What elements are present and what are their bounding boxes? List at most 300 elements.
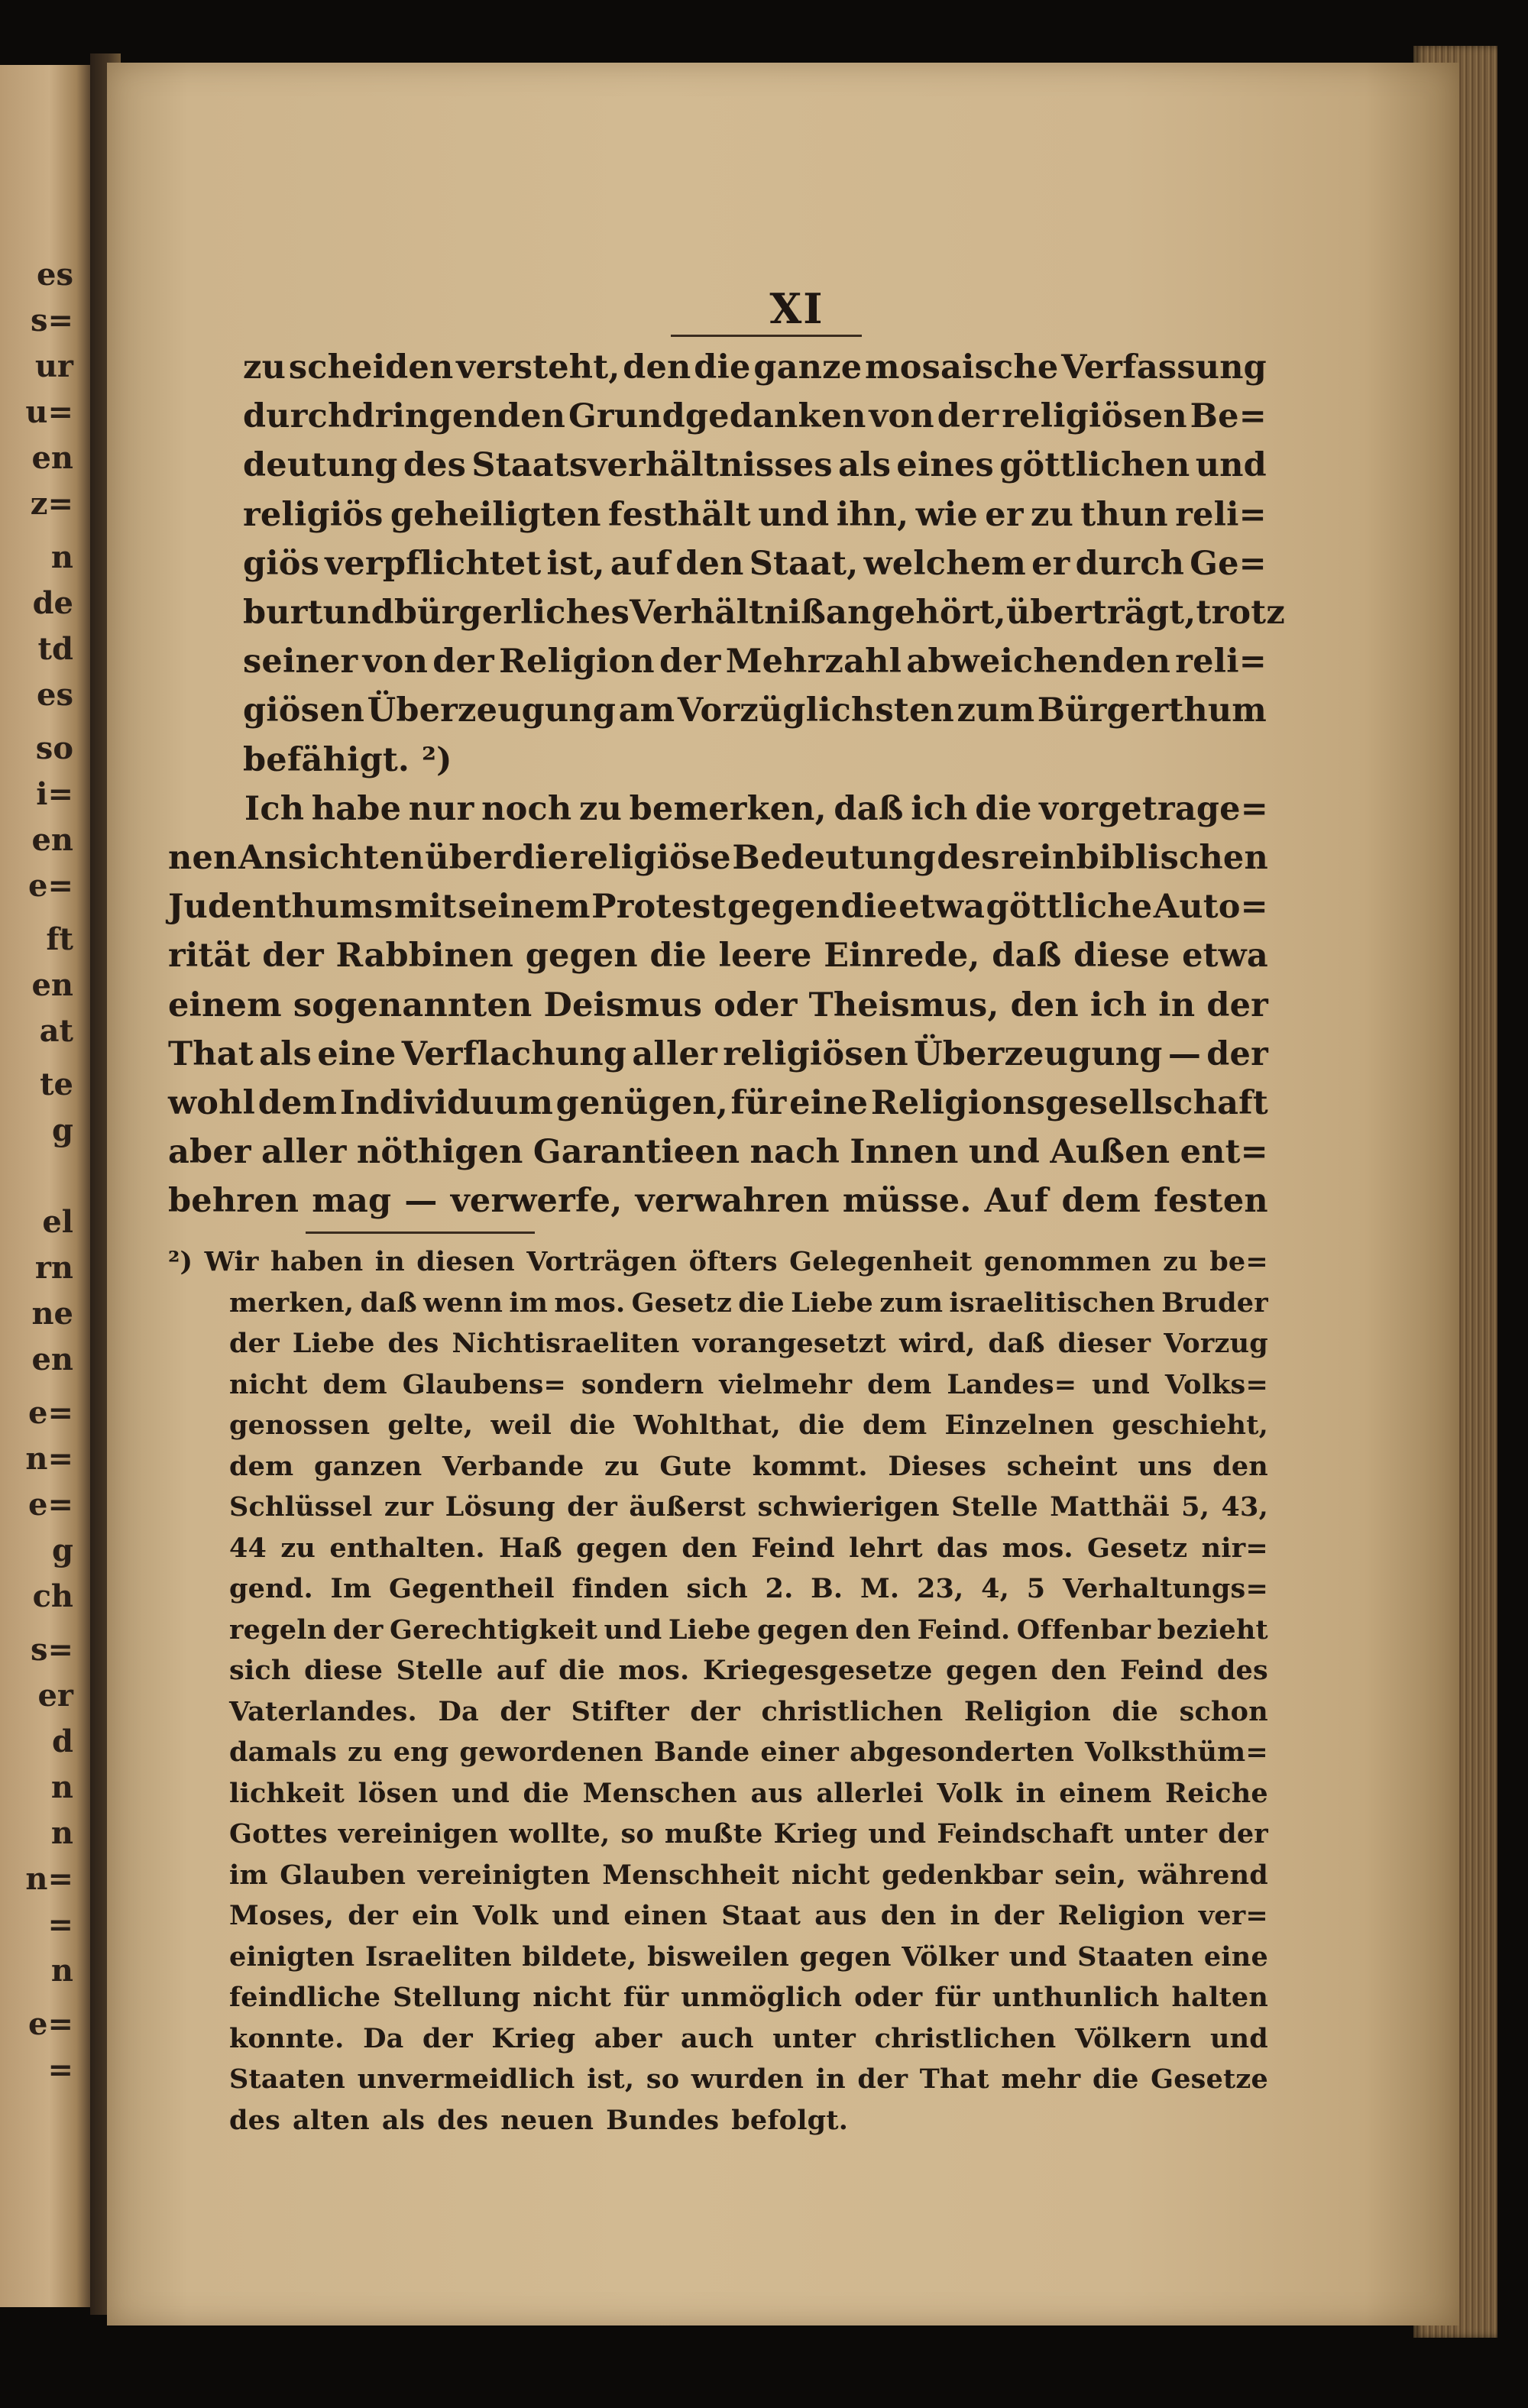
word: Deismus	[543, 986, 703, 1024]
word: die	[1112, 1695, 1159, 1727]
word: etwa	[1182, 937, 1268, 976]
word: behren	[168, 1182, 299, 1221]
word: Stelle	[396, 1655, 484, 1686]
word: Ansichten	[238, 839, 424, 877]
word: Vorzüglichsten	[677, 691, 954, 730]
word: Offenbar	[1016, 1613, 1151, 1646]
word: sich	[686, 1573, 748, 1604]
word: ²)	[168, 1246, 193, 1277]
previous-page-fragment: n	[50, 1815, 73, 1851]
word: 23,	[916, 1573, 964, 1604]
word: Menschheit	[602, 1859, 780, 1891]
word: sondern	[581, 1368, 704, 1400]
word: die	[840, 888, 898, 927]
word: Stifter	[571, 1695, 669, 1727]
word: mag	[312, 1182, 392, 1221]
word: göttlichen	[999, 446, 1190, 485]
word: ich	[1089, 986, 1148, 1024]
header-rule	[671, 335, 862, 337]
word: Rabbinen	[335, 937, 514, 976]
word: Volk	[937, 1777, 1002, 1809]
word: festen	[1154, 1182, 1268, 1221]
footnote-line	[229, 2102, 849, 2140]
word: regeln	[229, 1613, 327, 1646]
previous-page-fragment: n=	[25, 1861, 73, 1897]
word: giös	[243, 544, 320, 583]
footnote-line	[229, 1979, 1268, 2017]
previous-page-fragment: at	[39, 1013, 73, 1049]
word: Feindschaft	[937, 1818, 1114, 1850]
word: abgesonderten	[849, 1736, 1075, 1768]
word: Stellung	[393, 1982, 521, 2013]
previous-page-fragment: n=	[25, 1441, 73, 1477]
word: ²)	[422, 740, 452, 779]
word: Krieg	[491, 2022, 576, 2054]
word: der	[937, 397, 999, 436]
word: sein,	[1054, 1859, 1127, 1891]
word: Gelegenheit	[789, 1246, 973, 1277]
word: zum	[957, 691, 1035, 730]
word: Volks=	[1164, 1368, 1268, 1400]
word: Volksthüm=	[1084, 1736, 1268, 1768]
word: Haß	[498, 1532, 562, 1564]
text-line	[243, 639, 1267, 684]
word: seinem	[458, 888, 591, 927]
word: zum	[879, 1287, 944, 1319]
word: unmöglich	[681, 1982, 843, 2013]
word: That	[919, 2063, 989, 2095]
word: Religionsgesellschaft	[870, 1084, 1268, 1122]
word: vereinigten	[417, 1859, 591, 1891]
word: zu	[348, 1736, 383, 1768]
word: nicht	[229, 1368, 308, 1400]
previous-page-fragment: so	[35, 730, 73, 766]
word: mos.	[618, 1655, 690, 1686]
word: israelitischen	[949, 1287, 1155, 1319]
word: gewordenen	[459, 1736, 643, 1768]
word: der	[332, 1613, 384, 1646]
word: als	[259, 1034, 312, 1073]
word: Bande	[653, 1736, 750, 1768]
word: in	[950, 1900, 980, 1931]
word: ihn,	[836, 495, 909, 534]
word: im	[229, 1859, 268, 1891]
word: vereinigen	[338, 1818, 499, 1850]
word: zu	[280, 1532, 316, 1564]
word: ein	[412, 1900, 459, 1931]
word: in	[815, 2063, 846, 2095]
word: genossen	[229, 1410, 371, 1441]
word: Auf	[984, 1182, 1049, 1221]
word: und	[758, 495, 830, 534]
footnote-line	[229, 2060, 1268, 2099]
word: Wir	[204, 1246, 259, 1277]
text-line	[168, 1032, 1268, 1076]
word: einem	[168, 986, 282, 1024]
word: wohl	[168, 1084, 256, 1122]
word: etwa	[898, 888, 986, 927]
word: Einzelnen	[944, 1410, 1095, 1441]
word: bildete,	[522, 1940, 637, 1973]
word: bürgerliches	[393, 594, 630, 632]
word: rität	[168, 937, 251, 976]
word: in	[1158, 986, 1196, 1024]
word: Bürgerthum	[1037, 691, 1267, 730]
word: und	[1195, 446, 1267, 485]
word: uns	[1138, 1450, 1193, 1482]
word: schwierigen	[757, 1491, 940, 1523]
previous-page-fragment: en	[31, 967, 73, 1003]
word: und	[452, 1777, 510, 1809]
previous-page-fragment: rn	[34, 1250, 73, 1286]
footnote-line	[229, 2020, 1268, 2058]
word: den	[1212, 1450, 1268, 1482]
word: den	[1010, 986, 1079, 1024]
word: bezieht	[1157, 1613, 1268, 1646]
word: dem	[862, 1410, 927, 1441]
word: der	[432, 642, 494, 681]
word: zu	[578, 789, 623, 828]
word: und	[1008, 1940, 1067, 1973]
word: Matthäi	[1050, 1491, 1170, 1523]
word: zu	[604, 1450, 639, 1482]
word: gend.	[229, 1573, 313, 1604]
word: in	[374, 1246, 405, 1277]
previous-page-fragment: ne	[31, 1296, 73, 1332]
word: äußerst	[629, 1491, 746, 1523]
word: und	[968, 1133, 1041, 1172]
word: religiös	[243, 495, 384, 534]
word: alten	[293, 2104, 370, 2136]
footnote-line	[229, 1733, 1268, 1772]
word: lichkeit	[229, 1777, 345, 1809]
previous-page-fragment: el	[42, 1204, 73, 1240]
word: der	[422, 2022, 473, 2054]
word: Mehrzahl	[725, 642, 902, 681]
word: sogenannten	[293, 986, 533, 1024]
footnote-line	[229, 1366, 1268, 1404]
word: Religion	[1057, 1900, 1185, 1931]
word: daß	[988, 1328, 1045, 1359]
word: Theismus,	[808, 986, 999, 1024]
word: geschieht,	[1112, 1410, 1268, 1441]
word: ist,	[587, 2063, 635, 2095]
word: mit	[393, 888, 458, 927]
word: und	[868, 1818, 927, 1850]
word: That	[168, 1034, 254, 1073]
text-line	[168, 983, 1268, 1028]
footnote-line	[229, 1652, 1268, 1690]
word: Volk	[472, 1900, 539, 1931]
word: habe	[311, 789, 402, 828]
word: Vorzug	[1164, 1328, 1268, 1359]
word: lehrt	[849, 1532, 923, 1564]
previous-page-fragment: g	[52, 1112, 73, 1148]
word: scheint	[1006, 1450, 1118, 1482]
word: christlichen	[874, 2022, 1057, 2054]
word: damals	[229, 1736, 338, 1768]
word: verwerfe,	[450, 1182, 623, 1221]
word: der	[659, 642, 721, 681]
word: —	[404, 1182, 438, 1221]
word: Staatsverhältnisses	[471, 446, 833, 485]
word: Ich	[244, 789, 305, 828]
word: scheiden	[288, 348, 454, 387]
word: Verhältniß	[630, 594, 827, 632]
word: Gottes	[229, 1818, 328, 1850]
word: gegen	[799, 1940, 892, 1973]
word: dem	[257, 1084, 338, 1122]
word: der	[500, 1695, 551, 1727]
word: der	[690, 1695, 741, 1727]
footnote-line	[229, 1570, 1268, 1608]
word: die	[694, 348, 751, 387]
word: diesen	[416, 1246, 515, 1277]
word: dem	[229, 1450, 294, 1482]
previous-page-fragment: =	[47, 2052, 73, 2088]
word: zur	[384, 1491, 434, 1523]
word: gegen	[525, 937, 638, 976]
word: unvermeidlich	[357, 2063, 575, 2095]
word: Bundes	[606, 2104, 720, 2136]
word: Verfassung	[1061, 348, 1267, 387]
word: am	[618, 691, 675, 730]
word: Vorträgen	[526, 1246, 678, 1277]
word: finden	[571, 1573, 669, 1604]
word: Staat	[721, 1900, 801, 1931]
word: kommt.	[752, 1450, 868, 1482]
word: Feind	[1119, 1655, 1204, 1686]
word: er	[1031, 544, 1070, 583]
text-line	[168, 836, 1268, 880]
word: ganzen	[313, 1450, 422, 1482]
word: unthunlich	[992, 1982, 1160, 2013]
word: Verflachung	[401, 1034, 627, 1073]
word: nöthigen	[356, 1133, 523, 1172]
footnote-line	[229, 1488, 1268, 1526]
word: Krieg	[773, 1818, 858, 1850]
previous-page-fragment: n	[50, 1953, 73, 1989]
word: Moses,	[229, 1900, 335, 1931]
word: die	[1092, 2063, 1139, 2095]
word: nach	[749, 1133, 840, 1172]
word: zu	[243, 348, 286, 387]
word: 44	[229, 1532, 267, 1564]
word: wollte,	[509, 1818, 610, 1850]
word: Nichtisraeliten	[452, 1328, 680, 1359]
word: zu	[1031, 495, 1074, 534]
word: des	[387, 1328, 439, 1359]
word: angehört,	[826, 594, 1006, 632]
previous-page-fragment: ft	[46, 921, 73, 957]
word: —	[1167, 1034, 1202, 1073]
word: festhält	[608, 495, 751, 534]
word: neuen	[500, 2104, 594, 2136]
word: der	[229, 1328, 280, 1359]
word: den	[675, 544, 744, 583]
previous-page-fragment: e=	[28, 1487, 73, 1523]
word: gegen	[757, 1613, 850, 1646]
word: Auto=	[1153, 888, 1268, 927]
word: mußte	[664, 1818, 763, 1850]
word: überträgt,	[1005, 594, 1196, 632]
word: Be=	[1190, 397, 1267, 436]
word: eine	[1203, 1940, 1268, 1973]
previous-page-edge	[0, 65, 90, 2307]
word: einem	[1059, 1777, 1152, 1809]
word: ent=	[1180, 1133, 1268, 1172]
word: daß	[992, 937, 1062, 976]
previous-page-fragment: td	[37, 631, 73, 667]
word: Innen	[850, 1133, 959, 1172]
word: des	[403, 446, 467, 485]
word: im	[509, 1287, 549, 1319]
word: so	[646, 2063, 680, 2095]
word: Garantieen	[533, 1133, 740, 1172]
word: Staaten	[229, 2063, 346, 2095]
word: aller	[632, 1034, 717, 1073]
word: be=	[1209, 1246, 1268, 1277]
word: 43,	[1221, 1491, 1268, 1523]
word: genügen,	[555, 1084, 728, 1122]
word: 5	[1026, 1573, 1046, 1604]
word: gegen	[727, 888, 840, 927]
previous-page-fragment: en	[31, 822, 73, 858]
word: den	[880, 1900, 937, 1931]
word: die	[975, 789, 1032, 828]
word: Außen	[1050, 1133, 1170, 1172]
word: giösen	[243, 691, 365, 730]
text-line	[168, 1130, 1268, 1174]
word: Staaten	[1077, 1940, 1194, 1973]
text-line	[168, 1081, 1268, 1125]
word: mehr	[1001, 2063, 1081, 2095]
word: Überzeugung	[914, 1034, 1163, 1073]
word: ver=	[1198, 1900, 1268, 1931]
word: Religion	[963, 1695, 1091, 1727]
page-number: XI	[769, 284, 824, 333]
previous-page-fragment: es	[37, 257, 73, 293]
footnote-line	[229, 1938, 1268, 1976]
word: Grundgedanken	[568, 397, 866, 436]
word: schon	[1179, 1695, 1268, 1727]
previous-page-fragment: en	[31, 440, 73, 476]
word: Da	[438, 1695, 479, 1727]
word: den	[681, 1532, 738, 1564]
word: oder	[714, 986, 798, 1024]
word: für	[934, 1982, 980, 2013]
word: abweichenden	[906, 642, 1171, 681]
word: 5,	[1181, 1491, 1210, 1523]
word: Einrede,	[824, 937, 980, 976]
word: eine	[789, 1084, 869, 1122]
word: der	[262, 937, 324, 976]
word: dem	[867, 1368, 932, 1400]
word: des	[1216, 1655, 1268, 1686]
word: daß	[360, 1287, 417, 1319]
word: wie	[915, 495, 978, 534]
text-line	[243, 591, 1285, 635]
previous-page-fragment: es	[37, 677, 73, 713]
text-line	[243, 688, 1267, 733]
word: vorgetrage=	[1039, 789, 1268, 828]
word: aus	[814, 1900, 867, 1931]
word: zu	[1163, 1246, 1198, 1277]
word: daß	[834, 789, 904, 828]
text-line	[244, 787, 1268, 831]
word: mos.	[554, 1287, 626, 1319]
word: unter	[1124, 1818, 1208, 1850]
footnote-line	[229, 1529, 1268, 1568]
word: eine	[317, 1034, 397, 1073]
word: reli=	[1175, 495, 1267, 534]
word: dem	[1061, 1182, 1141, 1221]
word: nicht	[791, 1859, 870, 1891]
word: er	[985, 495, 1024, 534]
previous-page-fragment: u=	[25, 394, 73, 430]
word: Völkern	[1075, 2022, 1192, 2054]
word: trotz	[1196, 594, 1285, 632]
word: durchdringenden	[243, 397, 566, 436]
word: dem	[322, 1368, 387, 1400]
word: Bedeutung	[732, 839, 936, 877]
word: befolgt.	[731, 2104, 849, 2136]
word: Gute	[659, 1450, 732, 1482]
previous-page-fragment: d	[52, 1723, 73, 1759]
word: religiösen	[1002, 397, 1187, 436]
footnote-line	[229, 1284, 1268, 1322]
word: auf	[496, 1655, 545, 1686]
word: Verhaltungs=	[1062, 1573, 1268, 1604]
previous-page-fragment: e=	[28, 1395, 73, 1431]
text-line	[168, 1179, 1268, 1223]
previous-page-fragment: ur	[34, 348, 73, 384]
word: Ge=	[1190, 544, 1267, 583]
word: Stelle	[951, 1491, 1038, 1523]
text-line	[168, 934, 1268, 978]
text-line	[168, 885, 1268, 929]
word: versteht,	[456, 348, 620, 387]
word: der	[567, 1491, 618, 1523]
footnote-line	[229, 1693, 1268, 1731]
word: wird,	[898, 1328, 976, 1359]
footnote-line	[229, 1406, 1268, 1445]
word: der	[348, 1900, 398, 1931]
footnote-line	[229, 1611, 1268, 1649]
word: vielmehr	[719, 1368, 853, 1400]
word: eines	[896, 446, 994, 485]
word: religiöse	[569, 839, 731, 877]
word: für	[730, 1084, 787, 1122]
previous-page-fragment: e=	[28, 2006, 73, 2042]
word: durch	[1075, 544, 1185, 583]
word: für	[623, 1982, 669, 2013]
word: nicht	[533, 1982, 611, 2013]
word: der	[1218, 1818, 1268, 1850]
word: verpflichtet	[325, 544, 542, 583]
word: Liebe	[292, 1328, 375, 1359]
footnote-line	[229, 1775, 1268, 1813]
footnote-line	[229, 1856, 1268, 1895]
footnote-line	[229, 1325, 1268, 1363]
word: Menschen	[582, 1777, 737, 1809]
word: müsse.	[842, 1182, 972, 1221]
word: Israeliten	[364, 1940, 512, 1973]
word: nen	[168, 839, 238, 877]
word: einen	[623, 1900, 708, 1931]
word: aller	[261, 1133, 347, 1172]
word: Reiche	[1165, 1777, 1268, 1809]
